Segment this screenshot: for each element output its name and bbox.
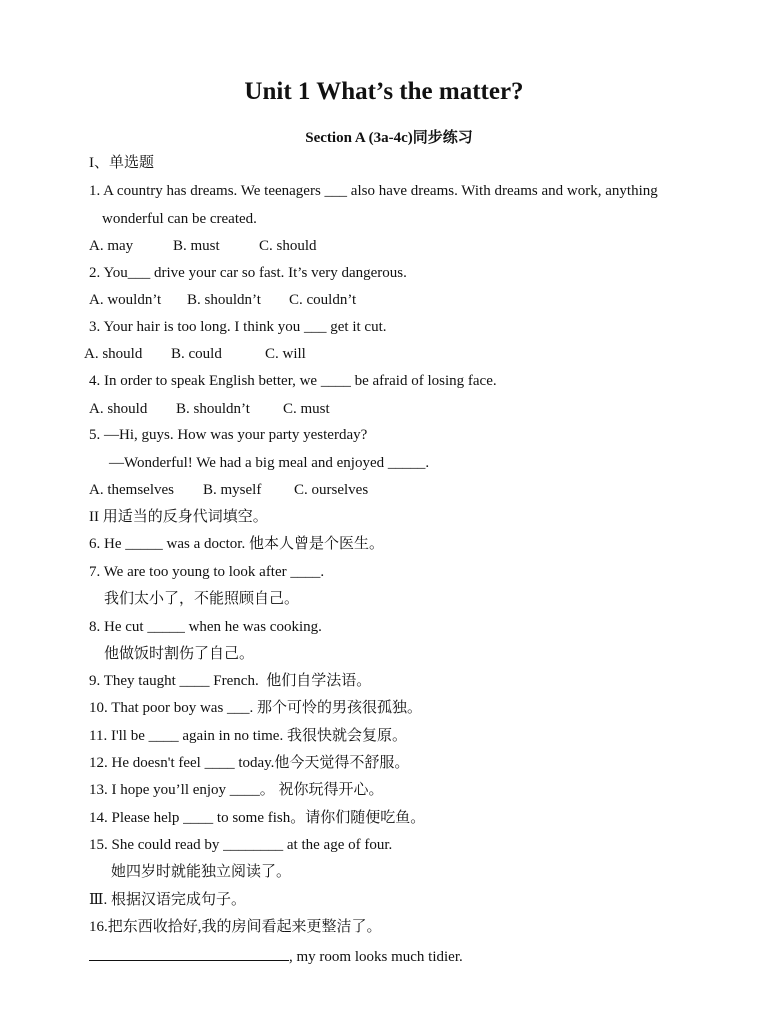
question-4-option-b: B. shouldn’t bbox=[176, 401, 250, 417]
question-7-line-2: 我们太小了，不能照顾自己。 bbox=[104, 591, 300, 607]
question-1-option-b: B. must bbox=[173, 238, 220, 254]
question-13: 13. I hope you’ll enjoy ____。 祝你玩得开心。 bbox=[89, 782, 384, 798]
question-3-option-c: C. will bbox=[265, 346, 306, 362]
question-5-option-a: A. themselves bbox=[89, 482, 174, 498]
question-1-line-1: 1. A country has dreams. We teenagers ___ also have dreams. With dreams and work, anything bbox=[89, 183, 658, 199]
question-2-option-c: C. couldn’t bbox=[289, 292, 357, 308]
section-heading-3: Ⅲ. 根据汉语完成句子。 bbox=[89, 892, 246, 908]
question-16-line-2 bbox=[89, 946, 463, 966]
section-heading-2: II 用适当的反身代词填空。 bbox=[89, 509, 268, 525]
question-16-tail: , my room looks much tidier. bbox=[289, 949, 463, 965]
question-2-option-b: B. shouldn’t bbox=[187, 292, 261, 308]
question-1-line-2: wonderful can be created. bbox=[102, 211, 257, 227]
question-4-option-a: A. should bbox=[89, 401, 148, 417]
question-3-option-b: B. could bbox=[171, 346, 222, 362]
question-8-line-2: 他做饭时割伤了自己。 bbox=[104, 646, 255, 662]
question-2: 2. You___ drive your car so fast. It’s very dangerous. bbox=[89, 265, 407, 281]
question-3: 3. Your hair is too long. I think you ___ get it cut. bbox=[89, 319, 387, 335]
answer-blank-line bbox=[89, 946, 289, 961]
question-5-option-c: C. ourselves bbox=[294, 482, 369, 498]
question-4-option-c: C. must bbox=[283, 401, 330, 417]
question-7-line-1: 7. We are too young to look after ____. bbox=[89, 564, 325, 580]
question-5-option-b: B. myself bbox=[203, 482, 262, 498]
question-5-line-1: 5. —Hi, guys. How was your party yesterday? bbox=[89, 427, 368, 443]
question-12: 12. He doesn't feel ____ today.他今天觉得不舒服。 bbox=[89, 755, 410, 771]
page-title: Unit 1 What’s the matter? bbox=[244, 78, 524, 105]
question-1-option-c: C. should bbox=[259, 238, 317, 254]
question-15-line-1: 15. She could read by ________ at the age of four. bbox=[89, 837, 393, 853]
question-9: 9. They taught ____ French. 他们自学法语。 bbox=[89, 673, 372, 689]
question-1-option-a: A. may bbox=[89, 238, 134, 254]
question-10: 10. That poor boy was ___. 那个可怜的男孩很孤独。 bbox=[89, 700, 423, 716]
question-5-line-2: —Wonderful! We had a big meal and enjoyed _____. bbox=[109, 455, 430, 471]
question-6: 6. He _____ was a doctor. 他本人曾是个医生。 bbox=[89, 536, 384, 552]
question-16-line-1: 16.把东西收拾好,我的房间看起来更整洁了。 bbox=[89, 919, 382, 935]
question-2-option-a: A. wouldn’t bbox=[89, 292, 162, 308]
question-4: 4. In order to speak English better, we ____ be afraid of losing face. bbox=[89, 373, 497, 389]
section-heading-1: I、单选题 bbox=[89, 155, 154, 171]
page-subtitle: Section A (3a-4c)同步练习 bbox=[305, 130, 473, 146]
question-3-option-a: A. should bbox=[84, 346, 143, 362]
question-8-line-1: 8. He cut _____ when he was cooking. bbox=[89, 619, 322, 635]
question-14: 14. Please help ____ to some fish。请你们随便吃鱼。 bbox=[89, 810, 426, 826]
question-15-line-2: 她四岁时就能独立阅读了。 bbox=[111, 864, 292, 880]
question-11: 11. I'll be ____ again in no time. 我很快就会复原。 bbox=[89, 728, 407, 744]
